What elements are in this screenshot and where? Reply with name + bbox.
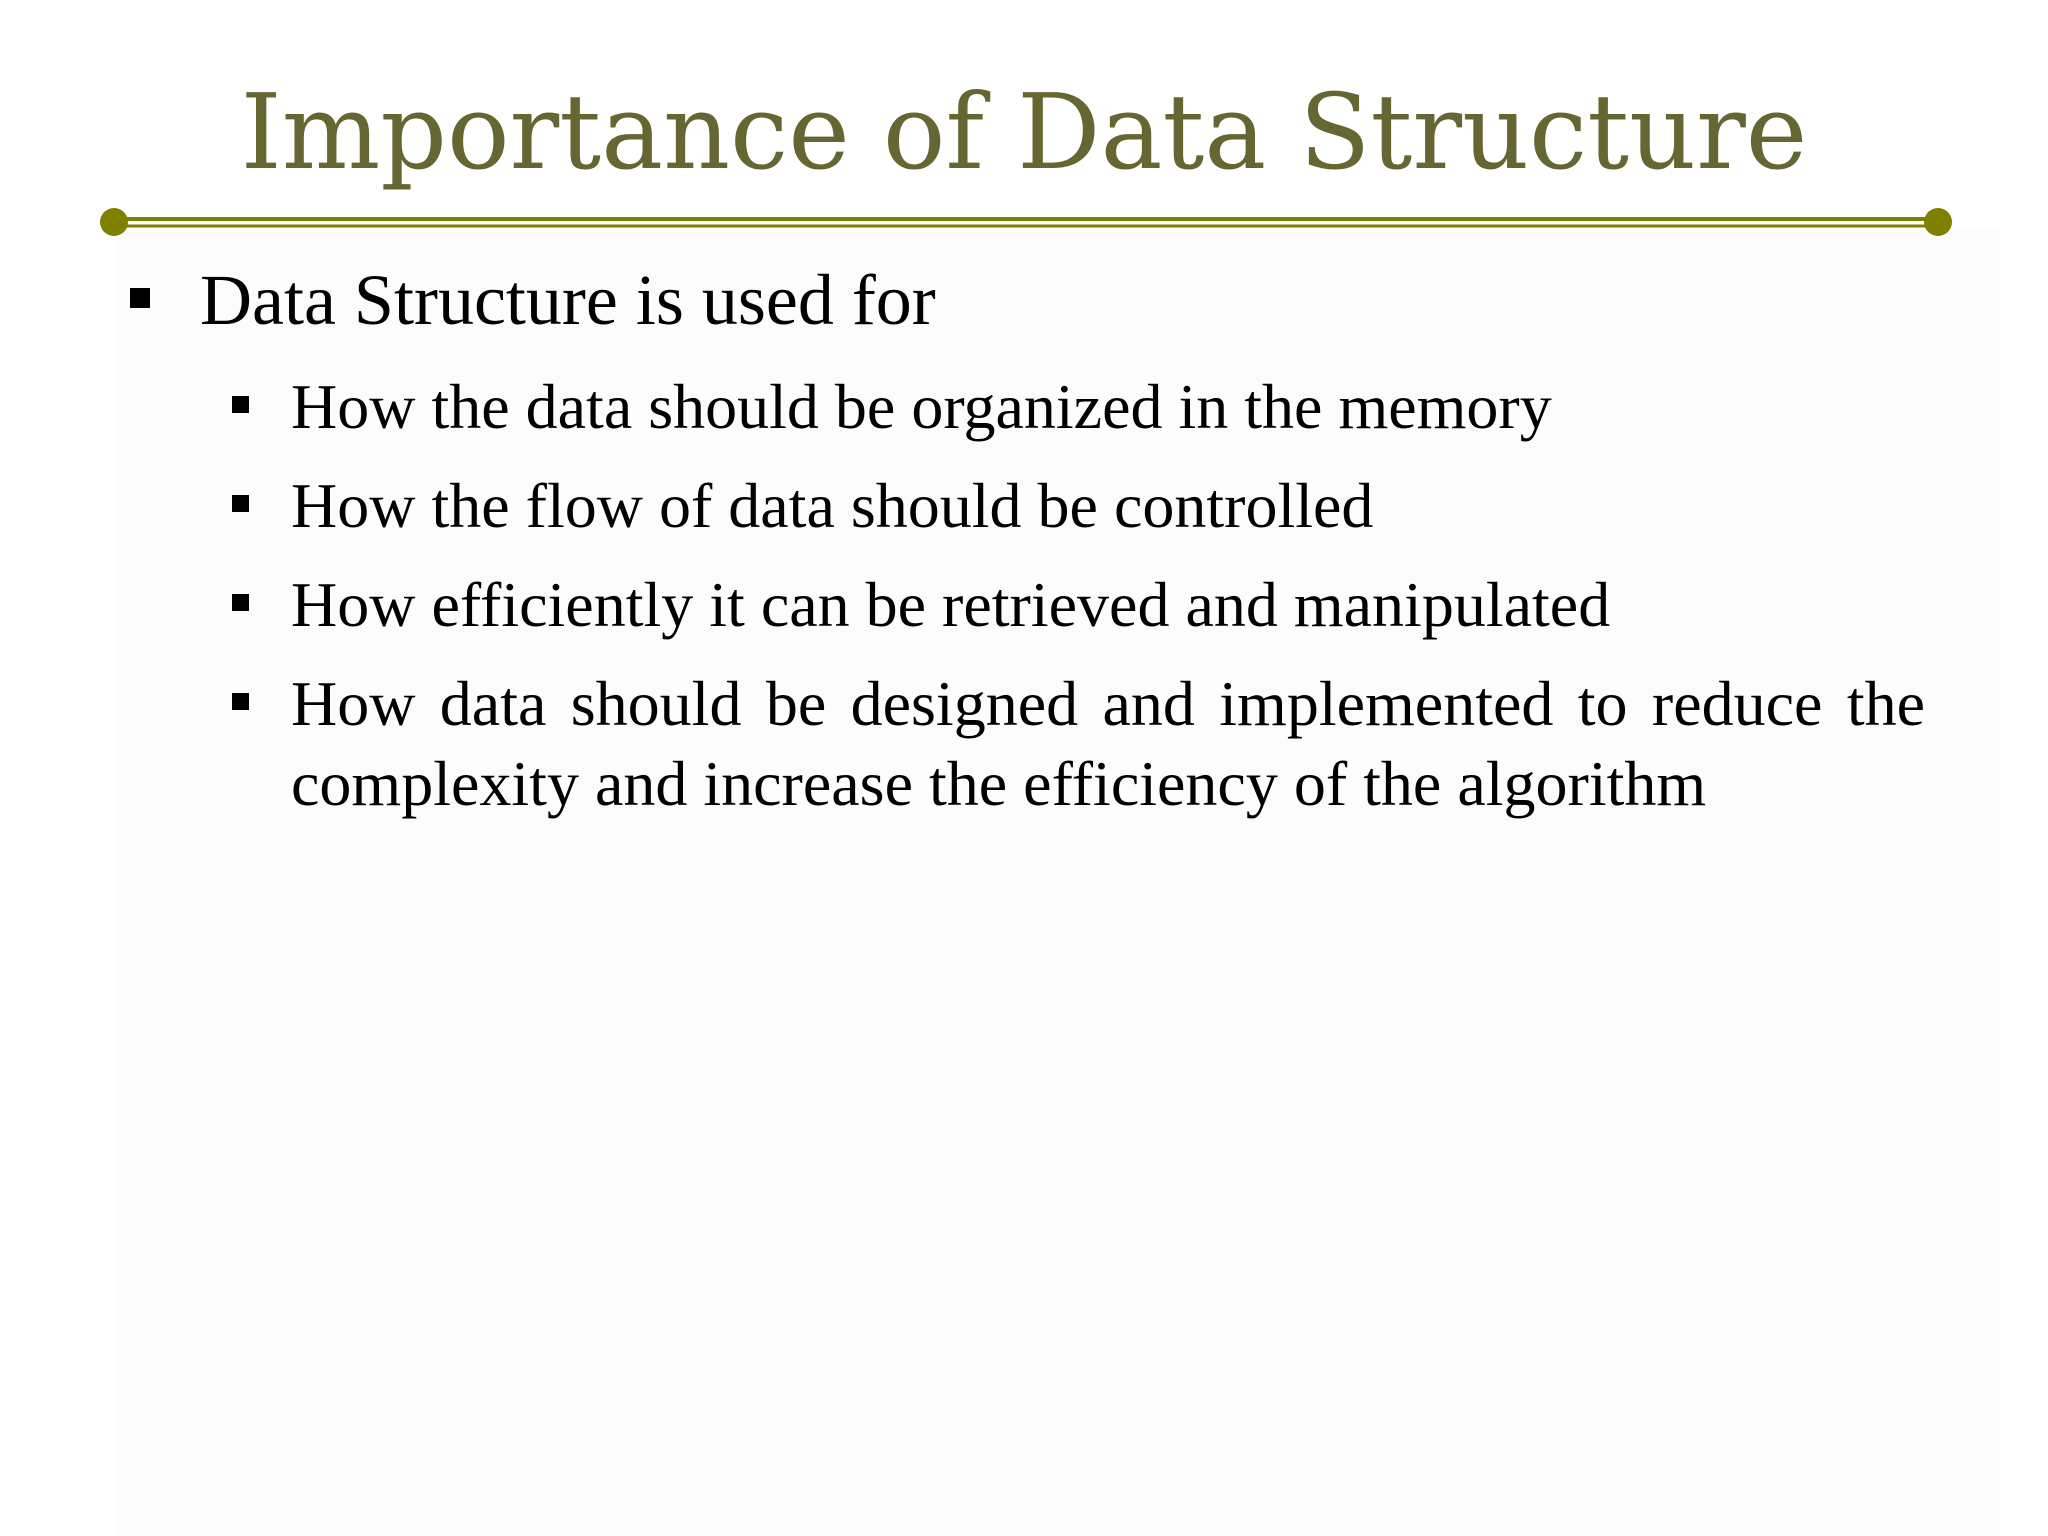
sub-bullet-text: How the flow of data should be controlled [291, 470, 1374, 541]
sub-bullet-text: How the data should be organized in the memory [291, 371, 1552, 442]
square-bullet-icon [232, 396, 249, 413]
square-bullet-icon [130, 288, 150, 308]
sub-bullet-text: How data should be designed and implemented to reduce the complexity and increase the efficiency of the algorithm [291, 668, 1925, 819]
sub-bullet-text: How efficiently it can be retrieved and manipulated [291, 569, 1611, 640]
square-bullet-icon [232, 495, 249, 512]
square-bullet-icon [232, 594, 249, 611]
bullet-text: Data Structure is used for [200, 260, 936, 340]
square-bullet-icon [232, 693, 249, 710]
slide-title: Importance of Data Structure [240, 71, 1808, 193]
